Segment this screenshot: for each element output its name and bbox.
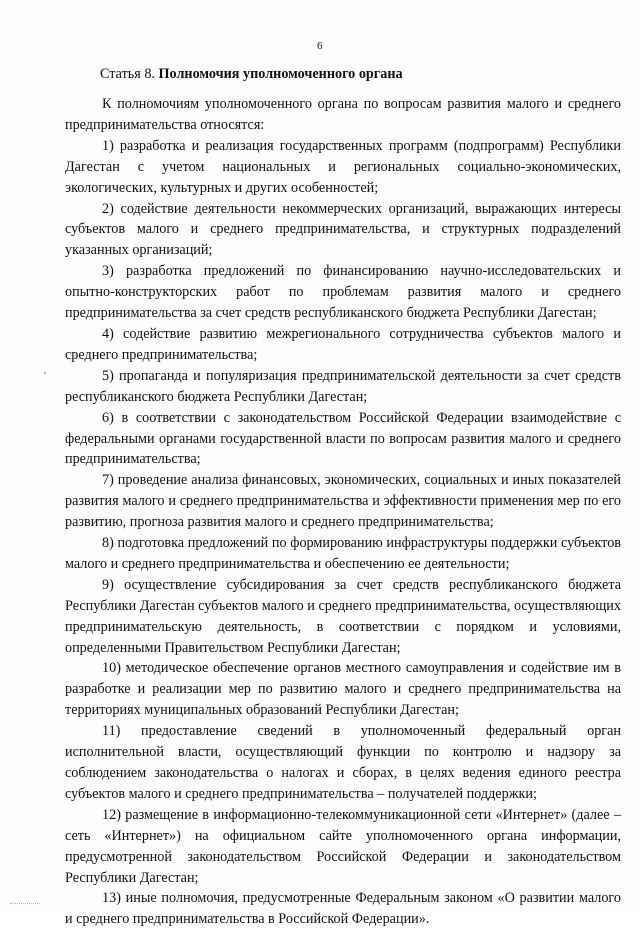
scan-edge-mark	[10, 903, 40, 905]
article-title: Полномочия уполномоченного органа	[158, 66, 403, 82]
intro-paragraph: К полномочиям уполномоченного органа по вопросам развития малого и среднего предпринимательства относятся:	[65, 96, 621, 133]
list-item-4: 4) содействие развитию межрегионального сотрудничества субъектов малого и среднего предпринимательства;	[65, 325, 621, 363]
list-item-10: 10) методическое обеспечение органов местного самоуправления и содействие им в разработке и реализации мер по развитию малого и среднего предпринимательства на территориях муниципальных образований Республики Дагестан;	[65, 660, 621, 719]
list-item-3: 3) разработка предложений по финансированию научно-исследовательских и опытно-конструкторских работ по проблемам развития малого и среднего предпринимательства за счет средств республиканского бюджета Республики Дагестан;	[65, 263, 621, 322]
list-item-12: 12) размещение в информационно-телекоммуникационной сети «Интернет» (далее – сеть «Интернет») на официальном сайте уполномоченного органа информации, предусмотренной законодательством Российской Федерации и законодательством Республики Дагестан;	[65, 806, 621, 886]
article-body	[65, 94, 621, 930]
list-item-8: 8) подготовка предложений по формированию инфраструктуры поддержки субъектов малого и среднего предпринимательства и обеспечению ее деятельности;	[65, 535, 621, 572]
list-item-5: 5) пропаганда и популяризация предпринимательской деятельности за счет средств республиканского бюджета Республики Дагестан;	[65, 367, 621, 405]
page-number: 6	[317, 40, 323, 52]
list-item-1: 1) разработка и реализация государственных программ (подпрограмм) Республики Дагестан с учетом национальных и региональных социально-экономических, экологических, культурных и других особенностей;	[65, 137, 621, 196]
article-number: Статья 8.	[100, 66, 159, 82]
scan-speck	[44, 372, 46, 374]
list-item-7: 7) проведение анализа финансовых, экономических, социальных и иных показателей развития малого и среднего предпринимательства и эффективности применения мер по его развитию, прогноза развития малого и среднего предпринимательства;	[65, 472, 621, 531]
list-item-13: 13) иные полномочия, предусмотренные Федеральным законом «О развитии малого и среднего предпринимательства в Российской Федерации».	[65, 890, 621, 928]
list-item-9: 9) осуществление субсидирования за счет средств республиканского бюджета Республики Дагестан субъектов малого и среднего предпринимательства, осуществляющих предпринимательскую деятельность, в соответствии с порядком и условиями, определенными Правительством Республики Дагестан;	[65, 576, 621, 656]
article-heading	[100, 66, 403, 83]
list-item-6: 6) в соответствии с законодательством Российской Федерации взаимодействие с федеральными органами государственной власти по вопросам развития малого и среднего предпринимательства;	[65, 409, 621, 468]
list-item-11: 11) предоставление сведений в уполномоченный федеральный орган исполнительной власти, осуществляющий функции по контролю и надзору за соблюдением законодательства о налогах и сборах, в целях ведения единого реестра субъектов малого и среднего предпринимательства – получателей поддержки;	[65, 723, 621, 802]
list-item-2: 2) содействие деятельности некоммерческих организаций, выражающих интересы субъектов малого и среднего предпринимательства, и структурных подразделений указанных организаций;	[65, 200, 621, 259]
